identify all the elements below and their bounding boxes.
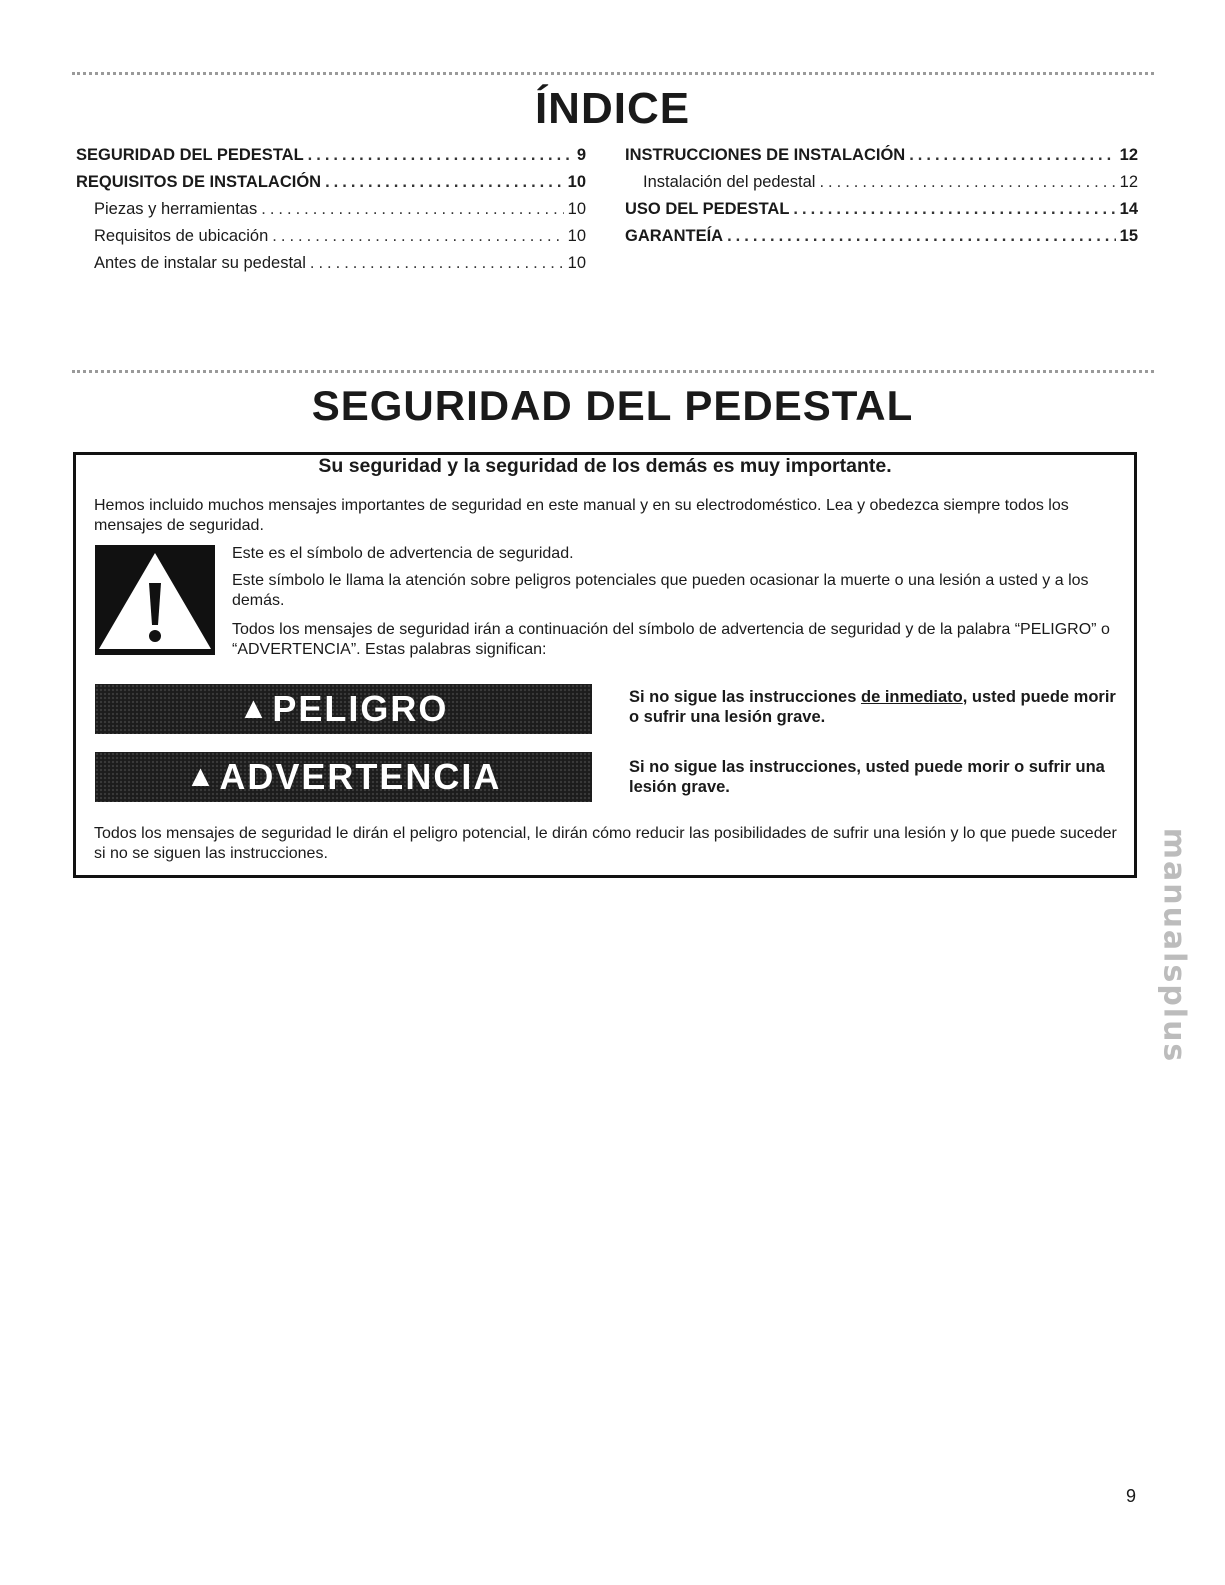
symbol-description-3: Todos los mensajes de seguridad irán a continuación del símbolo de advertencia de seguridad y de la palabra “PELIGRO” o “ADVERTENCIA”. Estas palabras significan: xyxy=(232,621,1110,658)
symbol-description-2: Este símbolo le llama la atención sobre peligros potenciales que pueden ocasionar la muerte o una lesión a usted y a los demás. xyxy=(232,572,1089,609)
toc-leader-dots xyxy=(261,199,563,219)
toc-entry-title: USO DEL PEDESTAL xyxy=(625,200,790,218)
toc-leader-dots xyxy=(325,172,564,192)
safety-footer: Todos los mensajes de seguridad le dirán el peligro potencial, le dirán cómo reducir las posibilidades de sufrir una lesión y lo que puede suceder si no se siguen las instrucciones. xyxy=(94,825,1117,862)
toc-entry-page: 12 xyxy=(1119,146,1138,164)
toc-entry-title: Piezas y herramientas xyxy=(94,200,258,218)
danger-banner xyxy=(95,684,592,734)
safety-intro: Hemos incluido muchos mensajes importantes de seguridad en este manual y en su electrodoméstico. Lea y obedezca siempre todos los mensajes de seguridad. xyxy=(94,497,1069,534)
toc-entry-page: 10 xyxy=(567,200,586,218)
toc-entry[interactable] xyxy=(625,145,1138,165)
top-divider xyxy=(72,72,1154,75)
danger-text-end: , usted puede morir o sufrir una lesión grave. xyxy=(629,688,1116,726)
toc-entry-title: SEGURIDAD DEL PEDESTAL xyxy=(76,146,304,164)
toc-leader-dots xyxy=(909,145,1115,165)
symbol-description-1: Este es el símbolo de advertencia de seguridad. xyxy=(232,545,574,562)
toc-entry-title: Requisitos de ubicación xyxy=(94,227,269,245)
alert-triangle-icon: ▲ xyxy=(185,760,218,793)
toc-entry[interactable] xyxy=(625,172,1138,192)
toc-entry-title: Antes de instalar su pedestal xyxy=(94,254,306,272)
toc-leader-dots xyxy=(793,199,1115,219)
toc-leader-dots xyxy=(310,253,564,273)
toc-entry-page: 10 xyxy=(567,254,586,272)
toc-entry[interactable] xyxy=(625,199,1138,219)
toc-entry[interactable] xyxy=(76,199,586,219)
toc-entry-title: GARANTEÍA xyxy=(625,227,724,245)
section-divider xyxy=(72,370,1154,373)
page-number: 9 xyxy=(1126,1486,1137,1506)
toc-entry-page: 10 xyxy=(567,227,586,245)
danger-label: PELIGRO xyxy=(272,688,449,729)
side-logo xyxy=(1156,820,1192,1070)
toc-entry-page: 14 xyxy=(1119,200,1138,218)
danger-explanation xyxy=(629,687,1119,727)
danger-text-emphasis: de inmediato xyxy=(860,688,963,706)
toc-entry[interactable] xyxy=(76,145,586,165)
toc-entry[interactable] xyxy=(76,172,586,192)
toc-leader-dots xyxy=(819,172,1115,192)
alert-triangle-icon: ▲ xyxy=(238,692,271,725)
toc-entry[interactable] xyxy=(76,253,586,273)
warning-banner xyxy=(95,752,592,802)
safety-title: SEGURIDAD DEL PEDESTAL xyxy=(311,382,914,429)
toc-entry-page: 9 xyxy=(576,146,586,164)
toc-leader-dots xyxy=(308,145,573,165)
toc-entry[interactable] xyxy=(625,226,1138,246)
safety-alert-icon xyxy=(95,545,215,655)
warning-explanation: Si no sigue las instrucciones, usted puede morir o sufrir una lesión grave. xyxy=(629,758,1105,796)
toc-entry[interactable] xyxy=(76,226,586,246)
toc-entry-title: REQUISITOS DE INSTALACIÓN xyxy=(76,173,322,191)
safety-box-title: Su seguridad y la seguridad de los demás es muy importante. xyxy=(318,455,892,477)
toc-entry-page: 10 xyxy=(567,173,586,191)
danger-text-start: Si no sigue las instrucciones xyxy=(629,688,861,706)
index-title: ÍNDICE xyxy=(534,84,691,133)
toc-entry-page: 15 xyxy=(1119,227,1138,245)
toc-entry-title: Instalación del pedestal xyxy=(643,173,816,191)
toc-entry-page: 12 xyxy=(1119,173,1138,191)
toc-leader-dots xyxy=(272,226,563,246)
warning-label: ADVERTENCIA xyxy=(219,756,502,797)
toc-leader-dots xyxy=(727,226,1116,246)
side-logo-text: manualsplus xyxy=(1156,827,1192,1063)
toc-entry-title: INSTRUCCIONES DE INSTALACIÓN xyxy=(625,146,906,164)
